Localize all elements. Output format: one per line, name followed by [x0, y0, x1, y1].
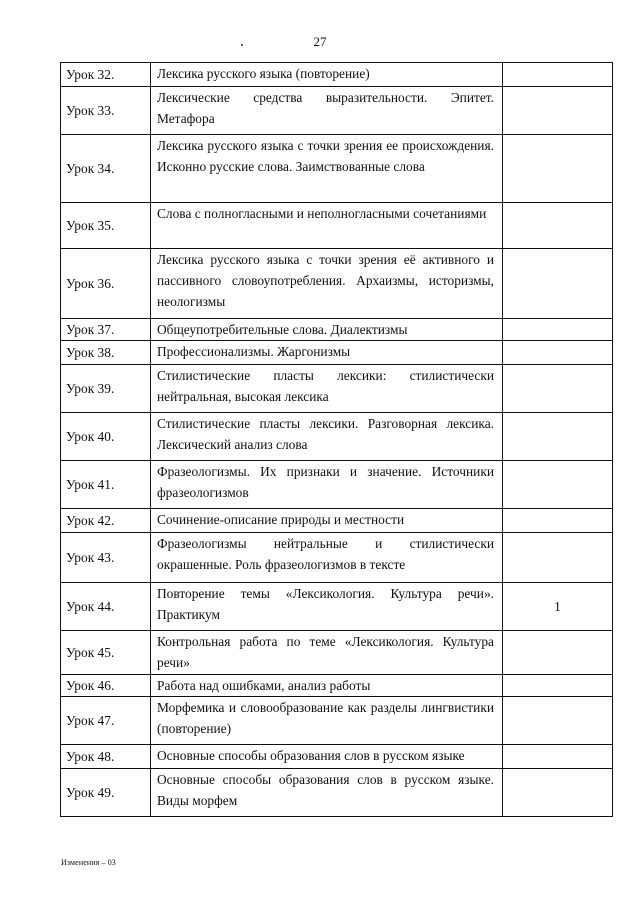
table-row: [61, 249, 613, 319]
lesson-number: Урок 35.: [61, 203, 151, 249]
lesson-hours: [503, 203, 613, 249]
lesson-number: Урок 44.: [61, 583, 151, 631]
lesson-number: Урок 45.: [61, 631, 151, 675]
lesson-hours: [503, 135, 613, 203]
lesson-hours: [503, 509, 613, 533]
page-number: 27: [313, 34, 327, 49]
lesson-plan-table: [60, 62, 613, 817]
table-row: [61, 63, 613, 87]
lesson-hours: [503, 365, 613, 413]
lesson-hours: [503, 533, 613, 583]
lesson-hours: [503, 87, 613, 135]
table-row: [61, 675, 613, 697]
lesson-topic: Профессионализмы. Жаргонизмы: [151, 341, 503, 365]
lesson-number: Урок 42.: [61, 509, 151, 533]
lesson-hours: [503, 631, 613, 675]
lesson-hours: 1: [503, 583, 613, 631]
footer-revision: Изменения – 03: [61, 858, 116, 867]
table-row: [61, 769, 613, 817]
lesson-hours: [503, 63, 613, 87]
lesson-hours: [503, 461, 613, 509]
table-row: [61, 87, 613, 135]
table-row: [61, 461, 613, 509]
lesson-topic: Слова с полногласными и неполногласными сочетаниями: [151, 203, 503, 249]
lesson-topic: Повторение темы «Лексикология. Культура речи». Практикум: [151, 583, 503, 631]
lesson-number: Урок 41.: [61, 461, 151, 509]
lesson-number: Урок 49.: [61, 769, 151, 817]
lesson-topic: Морфемика и словообразование как разделы лингвистики (повторение): [151, 697, 503, 745]
table-row: [61, 631, 613, 675]
table-row: [61, 365, 613, 413]
table-row: [61, 697, 613, 745]
lesson-number: Урок 46.: [61, 675, 151, 697]
lesson-topic: Сочинение-описание природы и местности: [151, 509, 503, 533]
table-row: [61, 533, 613, 583]
scan-speck: [241, 44, 243, 46]
lesson-topic: Стилистические пласты лексики. Разговорная лексика. Лексический анализ слова: [151, 413, 503, 461]
lesson-topic: Работа над ошибками, анализ работы: [151, 675, 503, 697]
table-row: [61, 509, 613, 533]
lesson-topic: Лексика русского языка с точки зрения ее происхождения. Исконно русские слова. Заимствованные слова: [151, 135, 503, 203]
lesson-topic: Лексические средства выразительности. Эпитет. Метафора: [151, 87, 503, 135]
lesson-hours: [503, 249, 613, 319]
table-row: [61, 341, 613, 365]
table-row: [61, 583, 613, 631]
lesson-topic: Стилистические пласты лексики: стилистически нейтральная, высокая лексика: [151, 365, 503, 413]
lesson-hours: [503, 769, 613, 817]
lesson-number: Урок 32.: [61, 63, 151, 87]
lesson-number: Урок 47.: [61, 697, 151, 745]
table-row: [61, 203, 613, 249]
lesson-hours: [503, 319, 613, 341]
table-row: [61, 135, 613, 203]
lesson-hours: [503, 341, 613, 365]
lesson-number: Урок 36.: [61, 249, 151, 319]
lesson-topic: Общеупотребительные слова. Диалектизмы: [151, 319, 503, 341]
lesson-hours: [503, 413, 613, 461]
lesson-number: Урок 33.: [61, 87, 151, 135]
table-row: [61, 745, 613, 769]
lesson-topic: Фразеологизмы нейтральные и стилистически окрашенные. Роль фразеологизмов в тексте: [151, 533, 503, 583]
lesson-topic: Лексика русского языка (повторение): [151, 63, 503, 87]
lesson-hours: [503, 697, 613, 745]
lesson-number: Урок 38.: [61, 341, 151, 365]
lesson-hours: [503, 745, 613, 769]
lesson-number: Урок 48.: [61, 745, 151, 769]
lesson-number: Урок 39.: [61, 365, 151, 413]
lesson-number: Урок 34.: [61, 135, 151, 203]
lesson-number: Урок 37.: [61, 319, 151, 341]
lesson-topic: Основные способы образования слов в русском языке. Виды морфем: [151, 769, 503, 817]
lesson-topic: Основные способы образования слов в русском языке: [151, 745, 503, 769]
table-row: [61, 413, 613, 461]
lesson-topic: Лексика русского языка с точки зрения её активного и пассивного словоупотребления. Архаизмы, историзмы, неологизмы: [151, 249, 503, 319]
lesson-number: Урок 43.: [61, 533, 151, 583]
lesson-hours: [503, 675, 613, 697]
lesson-rows: [61, 63, 613, 817]
lesson-number: Урок 40.: [61, 413, 151, 461]
lesson-topic: Фразеологизмы. Их признаки и значение. Источники фразеологизмов: [151, 461, 503, 509]
lesson-topic: Контрольная работа по теме «Лексикология. Культура речи»: [151, 631, 503, 675]
table-row: [61, 319, 613, 341]
